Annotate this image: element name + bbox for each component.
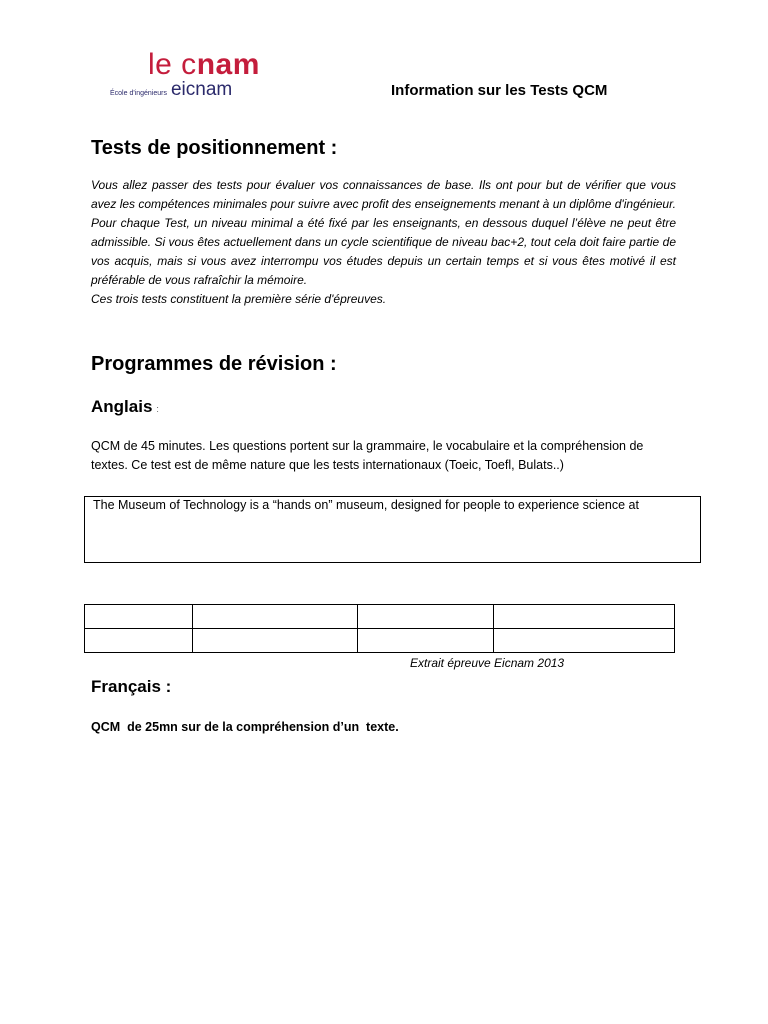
subheading-francais: Français : (91, 677, 172, 696)
section-heading-positionnement: Tests de positionnement : (91, 137, 338, 159)
document-title: Information sur les Tests QCM (391, 82, 608, 99)
table-cell (85, 605, 193, 629)
table-row (85, 629, 675, 653)
table-row (85, 605, 675, 629)
anglais-excerpt-text: The Museum of Technology is a “hands on” museum, designed for people to experience science at (93, 498, 639, 512)
table-cell (193, 605, 358, 629)
intro-text (91, 176, 676, 309)
anglais-excerpt-box (84, 496, 701, 563)
intro-paragraph-2: Ces trois tests constituent la première série d'épreuves. (91, 292, 387, 306)
section-heading-revision: Programmes de révision : (91, 353, 337, 375)
table-cell (494, 629, 675, 653)
anglais-label: Anglais (91, 397, 153, 416)
logo-brand-part1: le c (148, 48, 197, 81)
answer-grid (84, 604, 675, 653)
anglais-colon: : (156, 404, 159, 414)
table-cell (85, 629, 193, 653)
table-cell (358, 605, 494, 629)
subheading-anglais (91, 397, 159, 417)
logo-subbrand: eicnam (170, 79, 233, 100)
table-cell (193, 629, 358, 653)
cnam-logo (110, 50, 280, 98)
anglais-description: QCM de 45 minutes. Les questions portent sur la grammaire, le vocabulaire et la compréhension de textes. Ce test est de même nature que les tests internationaux (Toeic, Toefl, Bulats..) (91, 439, 644, 472)
logo-brand-part2: nam (196, 48, 260, 81)
francais-description: QCM de 25mn sur de la compréhension d’un texte. (91, 720, 399, 734)
excerpt-caption: Extrait épreuve Eicnam 2013 (410, 656, 565, 670)
intro-paragraph: Vous allez passer des tests pour évaluer vos connaissances de base. Ils ont pour but de vérifier que vous avez les compétences minimales pour suivre avec profit des enseignements menant à un diplôme d'ingénieur. Pour chaque Test, un niveau minimal a été fixé par les enseignants, en dessous duquel l’élève ne peut être admissible. Si vous êtes actuellement dans un cycle scientifique de niveau bac+2, tout cela doit faire partie de vos acquis, mais si vous avez interrompu vos études depuis un certain temps et si vous êtes motivé il est préférable de vous rafraîchir la mémoire. (91, 178, 676, 287)
logo-subtitle: École d'ingénieurs (110, 90, 167, 97)
logo-brand (148, 50, 260, 80)
table-cell (494, 605, 675, 629)
table-cell (358, 629, 494, 653)
logo-sub-line (110, 80, 232, 99)
